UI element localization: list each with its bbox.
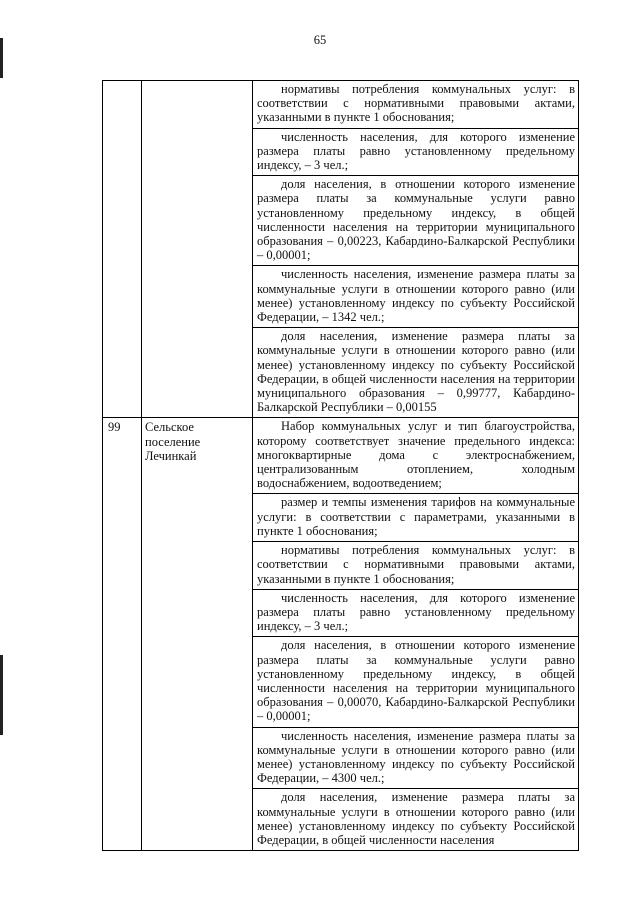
paragraph: нормативы потребления коммунальных услуг: в соответствии с нормативными правовыми актами, указанными в пункте 1 обоснования; <box>257 82 575 125</box>
settlement-name-line: Лечинкай <box>145 448 197 463</box>
settlement-name-line: поселение <box>145 434 201 449</box>
page-number: 65 <box>313 33 327 47</box>
paragraph: Набор коммунальных услуг и тип благоустройства, которому соответствует значение предельного индекса: многоквартирные дома с электроснабжением, централизованным отоплением, холодным водоснабжением, водоотведением; <box>257 419 575 491</box>
table-row <box>103 81 579 418</box>
paragraph: численность населения, изменение размера платы за коммунальные услуги в отношении которого равно (или менее) установленному индексу по субъекту Российской Федерации, – 1342 чел.; <box>253 265 578 327</box>
row-number-cell <box>103 81 142 418</box>
settlement-name-line: Сельское <box>145 420 194 435</box>
settlement-name-cell <box>142 418 253 851</box>
document-table <box>102 80 579 851</box>
description-cell <box>253 81 579 418</box>
paragraph: размер и темпы изменения тарифов на коммунальные услуги: в соответствии с параметрами, указанными в пункте 1 обоснования; <box>253 493 578 541</box>
row-number: 99 <box>108 420 121 435</box>
paragraph: доля населения, изменение размера платы за коммунальные услуги в отношении которого равно (или менее) установленному индексу по субъекту Российской Федерации, в общей численности населения на территории муниципального образования – 0,99777, Кабардино-Балкарской Республики – 0,00155 <box>253 327 578 417</box>
settlement-name-cell <box>142 81 253 418</box>
table-row <box>103 418 579 851</box>
paragraph: нормативы потребления коммунальных услуг: в соответствии с нормативными правовыми актами, указанными в пункте 1 обоснования; <box>253 541 578 589</box>
scan-edge-mark <box>0 655 3 735</box>
paragraph: доля населения, в отношении которого изменение размера платы за коммунальные услуги равно установленному предельному индексу, в общей численности населения на территории муниципального образования – 0,00070, Кабардино-Балкарской Республики – 0,00001; <box>253 636 578 726</box>
paragraph: численность населения, изменение размера платы за коммунальные услуги в отношении которого равно (или менее) установленному индексу по субъекту Российской Федерации, – 4300 чел.; <box>253 727 578 789</box>
paragraph: численность населения, для которого изменение размера платы равно установленному предельному индексу, – 3 чел.; <box>253 589 578 637</box>
paragraph: доля населения, изменение размера платы за коммунальные услуги в отношении которого равно (или менее) установленному индексу по субъекту Российской Федерации, в общей численности населения <box>253 788 578 850</box>
paragraph: численность населения, для которого изменение размера платы равно установленному предельному индексу, – 3 чел.; <box>253 128 578 176</box>
row-number-cell <box>103 418 142 851</box>
paragraph: доля населения, в отношении которого изменение размера платы за коммунальные услуги равно установленному предельному индексу, в общей численности населения на территории муниципального образования – 0,00223, Кабардино-Балкарской Республики – 0,00001; <box>253 175 578 265</box>
scan-edge-mark <box>0 38 3 78</box>
description-cell <box>253 418 579 851</box>
